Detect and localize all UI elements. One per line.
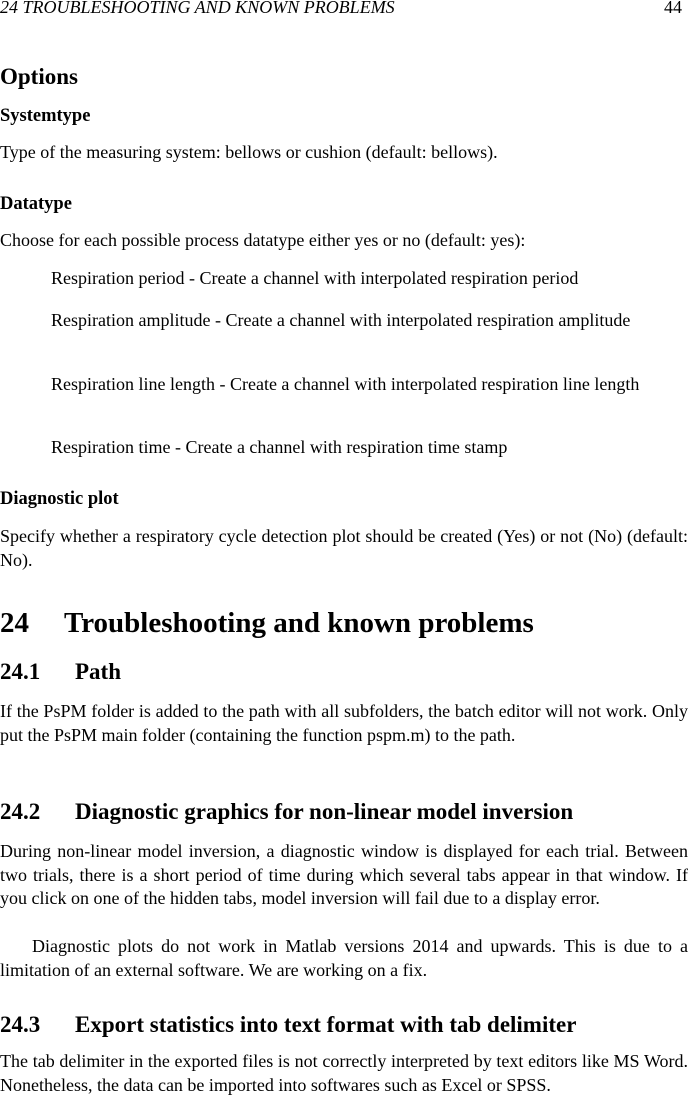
diagnostic-plot-text: Specify whether a respiratory cycle detection plot should be created (Yes) or not (No) (default: No). bbox=[0, 526, 688, 570]
datatype-text: Choose for each possible process datatype either yes or no (default: yes): bbox=[0, 230, 526, 250]
subsection-heading-path bbox=[0, 658, 688, 686]
running-head-title: 24 TROUBLESHOOTING AND KNOWN PROBLEMS bbox=[0, 0, 395, 17]
subsection-title: Diagnostic graphics for non-linear model inversion bbox=[75, 799, 574, 824]
section-heading bbox=[0, 606, 688, 640]
datatype-heading: Datatype bbox=[0, 194, 72, 214]
systemtype-heading: Systemtype bbox=[0, 106, 91, 126]
diagnostic-graphics-paragraph-1: During non-linear model inversion, a diagnostic window is displayed for each trial. Between two trials, there is a short period of time during which several tabs appear in that window. If you click on one of the hidden tabs, model inversion will fail due to a display error. bbox=[0, 841, 688, 908]
diagnostic-plot-heading: Diagnostic plot bbox=[0, 489, 119, 509]
datatype-item-respiration-line-length: Respiration line length - Create a channel with interpolated respiration line length bbox=[51, 374, 640, 394]
subsection-title: Path bbox=[75, 659, 121, 684]
export-statistics-paragraph: The tab delimiter in the exported files is not correctly interpreted by text editors like MS Word. Nonetheless, the data can be imported into softwares such as Excel or SPSS. bbox=[0, 1051, 688, 1095]
subsection-heading-diagnostic-graphics bbox=[0, 798, 688, 826]
datatype-item-respiration-period: Respiration period - Create a channel with interpolated respiration period bbox=[51, 268, 579, 288]
subsection-number: 24.1 bbox=[0, 659, 41, 684]
options-heading: Options bbox=[0, 64, 78, 89]
subsection-heading-export-statistics bbox=[0, 1011, 688, 1039]
diagnostic-graphics-paragraph-2: Diagnostic plots do not work in Matlab versions 2014 and upwards. This is due to a limitation of an external software. We are working on a fix. bbox=[0, 936, 688, 980]
path-paragraph: If the PsPM folder is added to the path with all subfolders, the batch editor will not work. Only put the PsPM main folder (containing the function pspm.m) to the path. bbox=[0, 701, 688, 745]
page-number: 44 bbox=[664, 0, 682, 17]
section-title: Troubleshooting and known problems bbox=[64, 607, 534, 639]
subsection-title: Export statistics into text format with tab delimiter bbox=[75, 1012, 577, 1037]
subsection-number: 24.2 bbox=[0, 799, 41, 824]
subsection-number: 24.3 bbox=[0, 1012, 41, 1037]
running-head bbox=[0, 0, 688, 19]
datatype-item-respiration-amplitude: Respiration amplitude - Create a channel with interpolated respiration amplitude bbox=[51, 310, 631, 330]
datatype-item-respiration-time: Respiration time - Create a channel with respiration time stamp bbox=[51, 437, 508, 457]
systemtype-text: Type of the measuring system: bellows or cushion (default: bellows). bbox=[0, 142, 498, 162]
section-number: 24 bbox=[0, 607, 29, 639]
